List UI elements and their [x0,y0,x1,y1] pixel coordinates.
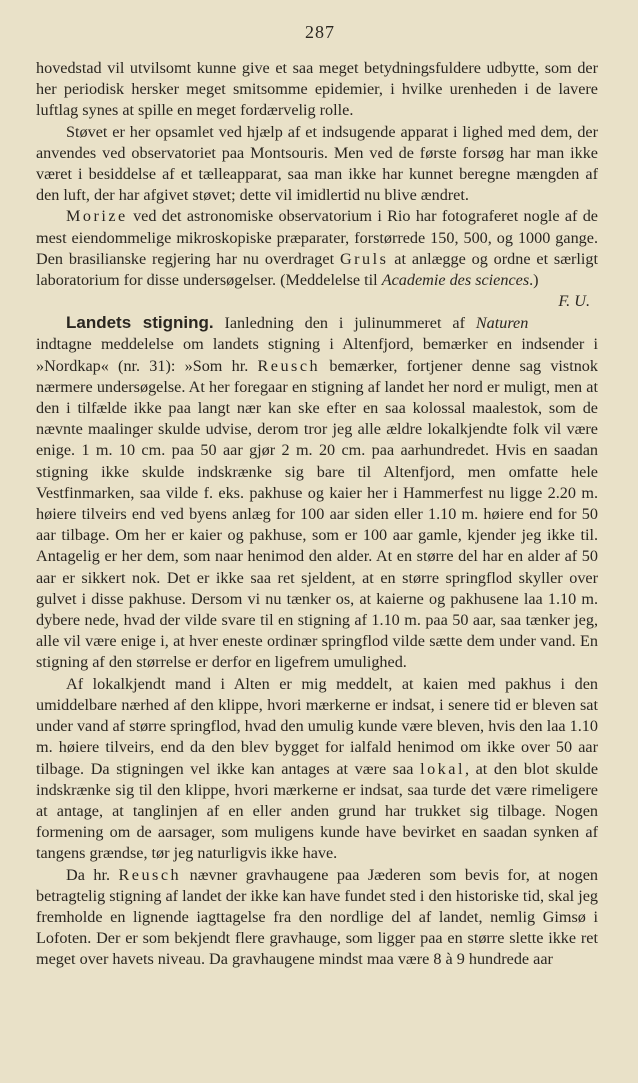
text-segment: indtagne meddelelse om landets stigning i Altenfjord, bemærker en indsender i »Nordkap« (nr. 31): »Som hr. [36,335,598,375]
paragraph-alten-report [36,674,598,865]
text-block [36,58,598,971]
person-name-reusch: Reusch [257,356,321,375]
page-number: 287 [305,22,335,42]
paragraph-morize [36,206,598,311]
paragraph-landets-stigning [36,312,598,673]
paragraph-air-dust-intro: hovedstad vil utvilsomt kunne give et saa meget betydningsfuldere udbytte, som der her periodisk hersker meget smitsomme epidemier, i hvilke urenheden i de lavere luftlag synes at spille en meget fordærvelig rolle. [36,59,598,120]
text-segment: nævner gravhaugene paa Jæderen som bevis for, at nogen betragtelig stigning af landet der ikke kan have fundet sted i den historiske tid, skal jeg fremholde en lignende iagttagelse fra den nordlige del af landet, nemlig Gimsø i Lofoten. Der er som bekjendt flere gravhauge, som ligger paa en større slette ikke ret meget over havets niveau. Da gravhaugene mindst maa være 8 à 9 hundrede aar [36,865,598,969]
text-segment: at anlægge og ordne et særligt laboratorium for disse undersøgelser. (Meddelelse til [36,249,598,290]
person-name-reusch: Reusch [118,865,182,884]
section-gap [36,291,598,312]
person-name-morize: Morize [66,207,128,226]
text-segment: Ianledning den i julinummeret af [213,314,476,333]
text-segment: Af lokalkjendt mand i Alten er mig meddelt, at kaien med pakhus i den umiddelbare nærhed af den klippe, hvori mærkerne er indsat, i senere tid er bleven sat under vand af større springflod, hvad den umulig kunde være bleven, hvis den laa 1.10 m. høiere tilveirs, end da den blev bygget for ialfald henimod om ikke over 50 aar tilbage. Da stigningen vel ikke kan antages at være saa [36,674,598,778]
text-segment: .) [529,271,539,290]
journal-title-naturen: Naturen [475,314,529,333]
author-signature: F. U. [558,292,590,311]
section-heading: Landets stigning. [66,313,214,333]
text-segment: , at den blot skulde indskrænke sig til den klippe, hvori mærkerne er indsat, saa turde det være rimeligere at antage, at tanglinjen af en eller anden grund har trukket sig tilbage. Nogen formening om de aarsager, som muligens kunde have bevirket en saadan synken af tangens grændse, tør jeg naturligvis ikke have. [36,759,599,863]
journal-title-academie: Academie des sciences [381,271,530,290]
person-name-gruls: Gruls [339,249,389,268]
text-segment: bemærker, fortjener denne sag vistnok nærmere undersøgelse. At her foregaar en stigning af landet her nord er muligt, men at den i tilfælde ikke paa langt nær kan ske efter en saa kolossal maalestok, som de nævnte maalinger skulde udvise, derom tror jeg alle ældre lokalkjendte folk vil være enige. 1 m. 10 cm. paa 50 aar gjør 2 m. 20 cm. paa aarhundredet. Hvis en saadan stigning ikke skulde indskrænke sig bare til Altenfjord, men omfatte hele Vestfinmarken, saa vilde f. eks. pakhuse og kaier her i Hammerfest nu ligge 2.20 m. høiere tilveirs end ved byens anlæg for 100 aar siden eller 1.10 m. høiere end for 50 aar tilbage. Om her er kaier og pakhuse, som er 100 aar gamle, kjender jeg ikke til. Antagelig er her dem, som naar henimod den alder. At en større del har en alder af 50 aar er sikkert nok. Det er ikke saa ret sjeldent, at en større springflod skyller over gulvet i disse pakhuse. Dersom vi nu tænker os, at kaierne og pakhusene laa 1.10 m. dybere nede, hvad der vilde svare til en stigning af 1.10 m. paa 50 aar, saa tænker jeg, alle vil være enige i, at hver eneste ordinær springflod vilde sætte dem under vand. En stigning af den størrelse er derfor en ligefrem umulighed. [36,356,598,672]
paragraph-gravhauge [36,865,598,971]
text-segment: Da hr. [66,865,119,884]
text-segment: ved det astronomiske observatorium i Rio har fotograferet nogle af de mest eiendommelige mikroskopiske præparater, forstørrede 150, 500, og 1000 gange. Den brasilianske regjering har nu overdraget [36,207,598,268]
paragraph-dust-collection: Støvet er her opsamlet ved hjælp af et indsugende apparat i lighed med dem, der anvendes ved observatoriet paa Montsouris. Men ved de første forsøg har man ikke været i besiddelse af et tælleapparat, saa man ikke har kunnet beregne mængden af den luft, der har afgivet støvet; dette vil imidlertid nu blive ændret. [36,122,598,205]
emphasis-lokal: lokal [420,759,465,778]
